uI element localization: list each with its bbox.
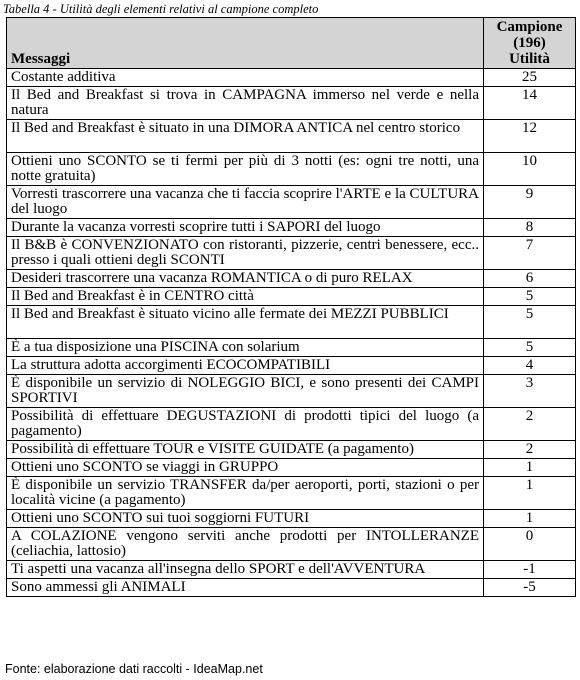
table-row — [7, 288, 576, 306]
row-message: Ottieni uno SCONTO se viaggi in GRUPPO — [7, 459, 484, 477]
row-message: È a tua disposizione una PISCINA con solarium — [7, 339, 484, 357]
row-utility: 3 — [484, 375, 576, 408]
row-utility: 0 — [484, 528, 576, 561]
row-message: Durante la vacanza vorresti scoprire tutti i SAPORI del luogo — [7, 219, 484, 237]
table-row — [7, 357, 576, 375]
row-message: Desideri trascorrere una vacanza ROMANTICA o di puro RELAX — [7, 270, 484, 288]
row-utility: 9 — [484, 186, 576, 219]
table-row — [7, 528, 576, 561]
row-utility: 1 — [484, 477, 576, 510]
row-message: Costante additiva — [7, 69, 484, 87]
header-sample — [484, 18, 576, 69]
row-message: Possibilità di effettuare TOUR e VISITE GUIDATE (a pagamento) — [7, 441, 484, 459]
row-message: Il Bed and Breakfast è situato in una DIMORA ANTICA nel centro storico — [7, 120, 484, 153]
row-utility: 6 — [484, 270, 576, 288]
row-utility: 2 — [484, 408, 576, 441]
header-messages: Messaggi — [7, 18, 484, 69]
row-utility: 4 — [484, 357, 576, 375]
table-row — [7, 69, 576, 87]
table-row — [7, 186, 576, 219]
row-message: Vorresti trascorrere una vacanza che ti faccia scoprire l'ARTE e la CULTURA del luogo — [7, 186, 484, 219]
row-message: Ti aspetti una vacanza all'insegna dello SPORT e dell'AVVENTURA — [7, 561, 484, 579]
row-message: Il Bed and Breakfast si trova in CAMPAGNA immerso nel verde e nella natura — [7, 87, 484, 120]
row-message: La struttura adotta accorgimenti ECOCOMPATIBILI — [7, 357, 484, 375]
row-message: Possibilità di effettuare DEGUSTAZIONI di prodotti tipici del luogo (a pagamento) — [7, 408, 484, 441]
row-utility: 7 — [484, 237, 576, 270]
row-utility: 1 — [484, 459, 576, 477]
row-utility: 5 — [484, 339, 576, 357]
table-row — [7, 237, 576, 270]
table-row — [7, 153, 576, 186]
row-utility: -5 — [484, 579, 576, 597]
row-utility: -1 — [484, 561, 576, 579]
table-row — [7, 87, 576, 120]
table-row — [7, 561, 576, 579]
row-message: Il B&B è CONVENZIONATO con ristoranti, pizzerie, centri benessere, ecc.. presso i quali ottieni degli SCONTI — [7, 237, 484, 270]
row-message: Sono ammessi gli ANIMALI — [7, 579, 484, 597]
row-utility: 1 — [484, 510, 576, 528]
table-row — [7, 510, 576, 528]
table-row — [7, 270, 576, 288]
row-message: A COLAZIONE vengono serviti anche prodotti per INTOLLERANZE (celiachia, lattosio) — [7, 528, 484, 561]
table-row — [7, 459, 576, 477]
table-row — [7, 441, 576, 459]
table-row — [7, 477, 576, 510]
row-utility: 2 — [484, 441, 576, 459]
row-message: Ottieni uno SCONTO se ti fermi per più di 3 notti (es: ogni tre notti, una notte gratuita) — [7, 153, 484, 186]
row-message: Il Bed and Breakfast è in CENTRO città — [7, 288, 484, 306]
row-utility: 8 — [484, 219, 576, 237]
row-utility: 5 — [484, 288, 576, 306]
row-message: Ottieni uno SCONTO sui tuoi soggiorni FUTURI — [7, 510, 484, 528]
table-row — [7, 120, 576, 153]
row-utility: 12 — [484, 120, 576, 153]
header-sample-label: Campione — [496, 19, 563, 35]
table-row — [7, 339, 576, 357]
table-caption: Tabella 4 - Utilità degli elementi relativi al campione completo — [3, 2, 319, 16]
header-utility-label: Utilità — [509, 51, 550, 67]
row-utility: 5 — [484, 306, 576, 339]
table-header-row — [7, 18, 576, 69]
row-utility: 25 — [484, 69, 576, 87]
table-row — [7, 408, 576, 441]
table-row — [7, 579, 576, 597]
table-row — [7, 306, 576, 339]
row-utility: 10 — [484, 153, 576, 186]
row-utility: 14 — [484, 87, 576, 120]
table-row — [7, 375, 576, 408]
utility-table — [6, 17, 576, 597]
header-sample-size: (196) — [513, 35, 546, 51]
row-message: È disponibile un servizio di NOLEGGIO BICI, e sono presenti dei CAMPI SPORTIVI — [7, 375, 484, 408]
source-note: Fonte: elaborazione dati raccolti - IdeaMap.net — [5, 662, 263, 676]
row-message: È disponibile un servizio TRANSFER da/per aeroporti, porti, stazioni o per località vicine (a pagamento) — [7, 477, 484, 510]
row-message: Il Bed and Breakfast è situato vicino alle fermate dei MEZZI PUBBLICI — [7, 306, 484, 339]
table-row — [7, 219, 576, 237]
